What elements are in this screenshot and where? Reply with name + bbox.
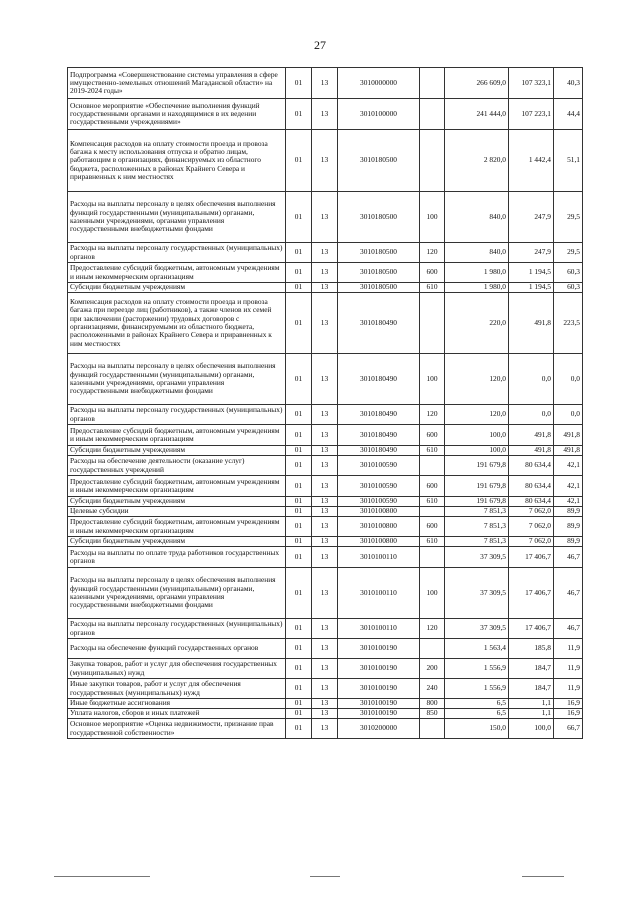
row-name: Расходы на выплаты персоналу государственных (муниципальных) органов [68, 405, 286, 425]
row-executed-amount: 1 442,4 [509, 130, 554, 192]
row-target-article-code: 3010100190 [338, 659, 420, 679]
row-subsection-code: 13 [312, 507, 338, 517]
row-execution-percent: 491,8 [554, 425, 583, 446]
row-executed-amount: 185,8 [509, 639, 554, 659]
row-target-article-code: 3010100190 [338, 639, 420, 659]
row-subsection-code: 13 [312, 354, 338, 405]
row-expense-type-code: 120 [420, 619, 445, 639]
row-expense-type-code [420, 639, 445, 659]
page-number: 27 [314, 38, 326, 52]
table-row [68, 68, 583, 99]
row-execution-percent: 16,9 [554, 709, 583, 719]
row-name: Субсидии бюджетным учреждениям [68, 497, 286, 507]
row-expense-type-code: 850 [420, 709, 445, 719]
row-execution-percent: 89,9 [554, 517, 583, 537]
row-planned-amount: 241 444,0 [445, 99, 509, 130]
row-section-code: 01 [286, 476, 312, 497]
row-planned-amount: 1 563,4 [445, 639, 509, 659]
row-execution-percent: 42,1 [554, 497, 583, 507]
row-expense-type-code [420, 719, 445, 739]
budget-table-body [68, 68, 583, 739]
row-section-code: 01 [286, 619, 312, 639]
row-name: Расходы на выплаты персоналу в целях обеспечения выполнения функций государственными (муниципальными) органами, казенными учреждениями, органами управления государственными внебюджетными фондами [68, 192, 286, 243]
row-name: Компенсация расходов на оплату стоимости проезда и провоза багажа при переезде лиц (работников), а также членов их семей при заключении (расторжении) трудовых договоров с организациями, финансируемыми из областного бюджета, расположенными в районах Крайнего Севера и приравненных к ним местностях [68, 293, 286, 354]
row-expense-type-code: 610 [420, 446, 445, 456]
row-subsection-code: 13 [312, 68, 338, 99]
row-expense-type-code [420, 507, 445, 517]
row-name: Субсидии бюджетным учреждениям [68, 283, 286, 293]
table-row [68, 476, 583, 497]
table-row [68, 507, 583, 517]
row-name: Уплата налогов, сборов и иных платежей [68, 709, 286, 719]
table-row [68, 130, 583, 192]
row-executed-amount: 491,8 [509, 425, 554, 446]
row-execution-percent: 89,9 [554, 537, 583, 547]
table-row [68, 699, 583, 709]
row-planned-amount: 840,0 [445, 192, 509, 243]
row-target-article-code: 3010180500 [338, 192, 420, 243]
row-target-article-code: 3010100800 [338, 507, 420, 517]
footer-divider-right [522, 876, 564, 877]
row-execution-percent: 60,3 [554, 283, 583, 293]
row-subsection-code: 13 [312, 263, 338, 283]
table-row [68, 719, 583, 739]
row-subsection-code: 13 [312, 99, 338, 130]
row-name: Целевые субсидии [68, 507, 286, 517]
row-executed-amount: 0,0 [509, 354, 554, 405]
row-execution-percent: 89,9 [554, 507, 583, 517]
table-row [68, 659, 583, 679]
row-subsection-code: 13 [312, 719, 338, 739]
row-planned-amount: 150,0 [445, 719, 509, 739]
row-target-article-code: 3010100190 [338, 709, 420, 719]
row-executed-amount: 17 406,7 [509, 547, 554, 568]
row-target-article-code: 3010180490 [338, 446, 420, 456]
row-execution-percent: 40,3 [554, 68, 583, 99]
row-target-article-code: 3010180490 [338, 425, 420, 446]
row-expense-type-code [420, 293, 445, 354]
row-planned-amount: 2 820,0 [445, 130, 509, 192]
row-executed-amount: 491,8 [509, 293, 554, 354]
row-section-code: 01 [286, 293, 312, 354]
row-executed-amount: 80 634,4 [509, 456, 554, 476]
row-section-code: 01 [286, 537, 312, 547]
row-section-code: 01 [286, 425, 312, 446]
row-subsection-code: 13 [312, 659, 338, 679]
row-executed-amount: 7 062,0 [509, 507, 554, 517]
row-target-article-code: 3010180500 [338, 243, 420, 263]
row-section-code: 01 [286, 497, 312, 507]
row-section-code: 01 [286, 283, 312, 293]
row-executed-amount: 1,1 [509, 699, 554, 709]
row-target-article-code: 3010180500 [338, 263, 420, 283]
row-subsection-code: 13 [312, 405, 338, 425]
table-row [68, 243, 583, 263]
row-subsection-code: 13 [312, 283, 338, 293]
row-expense-type-code: 610 [420, 537, 445, 547]
row-name: Иные бюджетные ассигнования [68, 699, 286, 709]
row-planned-amount: 1 556,9 [445, 659, 509, 679]
table-row [68, 517, 583, 537]
row-execution-percent: 46,7 [554, 619, 583, 639]
row-executed-amount: 491,8 [509, 446, 554, 456]
table-row [68, 679, 583, 699]
row-name: Расходы на обеспечение деятельности (оказание услуг) государственных учреждений [68, 456, 286, 476]
row-target-article-code: 3010180490 [338, 354, 420, 405]
table-row [68, 547, 583, 568]
row-expense-type-code: 610 [420, 283, 445, 293]
row-section-code: 01 [286, 192, 312, 243]
row-execution-percent: 42,1 [554, 456, 583, 476]
row-expense-type-code: 100 [420, 354, 445, 405]
row-expense-type-code: 120 [420, 405, 445, 425]
row-executed-amount: 107 223,1 [509, 99, 554, 130]
table-row [68, 446, 583, 456]
table-row [68, 425, 583, 446]
row-name: Расходы на выплаты персоналу государственных (муниципальных) органов [68, 619, 286, 639]
row-execution-percent: 51,1 [554, 130, 583, 192]
row-section-code: 01 [286, 446, 312, 456]
row-executed-amount: 80 634,4 [509, 476, 554, 497]
row-name: Подпрограмма «Совершенствование системы управления в сфере имущественно-земельных отношений Магаданской области» на 2019-2024 годы» [68, 68, 286, 99]
row-executed-amount: 1 194,5 [509, 263, 554, 283]
row-expense-type-code [420, 99, 445, 130]
row-executed-amount: 247,9 [509, 243, 554, 263]
row-target-article-code: 3010180490 [338, 405, 420, 425]
row-name: Расходы на выплаты персоналу государственных (муниципальных) органов [68, 243, 286, 263]
row-section-code: 01 [286, 547, 312, 568]
row-planned-amount: 120,0 [445, 405, 509, 425]
row-section-code: 01 [286, 568, 312, 619]
row-subsection-code: 13 [312, 709, 338, 719]
table-row [68, 354, 583, 405]
row-planned-amount: 100,0 [445, 446, 509, 456]
row-planned-amount: 1 980,0 [445, 283, 509, 293]
row-section-code: 01 [286, 719, 312, 739]
row-name: Субсидии бюджетным учреждениям [68, 537, 286, 547]
row-expense-type-code: 600 [420, 263, 445, 283]
row-target-article-code: 3010100800 [338, 537, 420, 547]
row-planned-amount: 6,5 [445, 699, 509, 709]
row-execution-percent: 16,9 [554, 699, 583, 709]
row-name: Предоставление субсидий бюджетным, автономным учреждениям и иным некоммерческим организациям [68, 263, 286, 283]
row-subsection-code: 13 [312, 679, 338, 699]
row-executed-amount: 80 634,4 [509, 497, 554, 507]
row-executed-amount: 7 062,0 [509, 517, 554, 537]
table-row [68, 709, 583, 719]
row-execution-percent: 44,4 [554, 99, 583, 130]
row-expense-type-code [420, 68, 445, 99]
row-expense-type-code: 100 [420, 192, 445, 243]
row-name: Расходы на выплаты персоналу в целях обеспечения выполнения функций государственными (муниципальными) органами, казенными учреждениями, органами управления государственными внебюджетными фондами [68, 354, 286, 405]
row-execution-percent: 0,0 [554, 405, 583, 425]
row-name: Основное мероприятие «Оценка недвижимости, признание прав государственной собственности» [68, 719, 286, 739]
row-execution-percent: 29,5 [554, 243, 583, 263]
row-section-code: 01 [286, 517, 312, 537]
row-target-article-code: 3010100110 [338, 619, 420, 639]
row-name: Основное мероприятие «Обеспечение выполнения функций государственными органами и находящимися в их ведении государственными учреждениями» [68, 99, 286, 130]
row-target-article-code: 3010100000 [338, 99, 420, 130]
row-execution-percent: 11,9 [554, 679, 583, 699]
row-name: Субсидии бюджетным учреждениям [68, 446, 286, 456]
row-subsection-code: 13 [312, 537, 338, 547]
row-expense-type-code: 120 [420, 243, 445, 263]
table-row [68, 456, 583, 476]
row-execution-percent: 491,8 [554, 446, 583, 456]
row-subsection-code: 13 [312, 456, 338, 476]
table-row [68, 405, 583, 425]
row-section-code: 01 [286, 639, 312, 659]
row-planned-amount: 7 851,3 [445, 517, 509, 537]
row-name: Закупка товаров, работ и услуг для обеспечения государственных (муниципальных) нужд [68, 659, 286, 679]
table-row [68, 639, 583, 659]
row-executed-amount: 17 406,7 [509, 619, 554, 639]
row-section-code: 01 [286, 405, 312, 425]
row-target-article-code: 3010180490 [338, 293, 420, 354]
row-expense-type-code: 800 [420, 699, 445, 709]
table-row [68, 192, 583, 243]
row-section-code: 01 [286, 354, 312, 405]
row-execution-percent: 0,0 [554, 354, 583, 405]
row-executed-amount: 1 194,5 [509, 283, 554, 293]
row-subsection-code: 13 [312, 568, 338, 619]
row-execution-percent: 46,7 [554, 547, 583, 568]
table-row [68, 497, 583, 507]
row-planned-amount: 191 679,8 [445, 476, 509, 497]
row-name: Предоставление субсидий бюджетным, автономным учреждениям и иным некоммерческим организациям [68, 425, 286, 446]
row-name: Расходы на обеспечение функций государственных органов [68, 639, 286, 659]
row-section-code: 01 [286, 699, 312, 709]
row-execution-percent: 29,5 [554, 192, 583, 243]
row-executed-amount: 107 323,1 [509, 68, 554, 99]
row-planned-amount: 37 309,5 [445, 619, 509, 639]
row-execution-percent: 66,7 [554, 719, 583, 739]
row-executed-amount: 247,9 [509, 192, 554, 243]
row-execution-percent: 11,9 [554, 639, 583, 659]
row-planned-amount: 191 679,8 [445, 497, 509, 507]
row-subsection-code: 13 [312, 619, 338, 639]
row-subsection-code: 13 [312, 192, 338, 243]
row-expense-type-code: 200 [420, 659, 445, 679]
row-executed-amount: 17 406,7 [509, 568, 554, 619]
row-expense-type-code: 600 [420, 476, 445, 497]
row-name: Компенсация расходов на оплату стоимости проезда и провоза багажа к месту использования отпуска и обратно лицам, работающим в организациях, финансируемых из областного бюджета, расположенных в районах Крайнего Севера и приравненных к ним местностях [68, 130, 286, 192]
table-row [68, 293, 583, 354]
row-expense-type-code: 100 [420, 568, 445, 619]
row-execution-percent: 223,5 [554, 293, 583, 354]
row-planned-amount: 120,0 [445, 354, 509, 405]
row-planned-amount: 7 851,3 [445, 537, 509, 547]
row-expense-type-code [420, 456, 445, 476]
footer-divider-left [54, 876, 150, 877]
table-row [68, 263, 583, 283]
row-executed-amount: 184,7 [509, 679, 554, 699]
row-target-article-code: 3010100590 [338, 497, 420, 507]
row-subsection-code: 13 [312, 497, 338, 507]
row-target-article-code: 3010100190 [338, 679, 420, 699]
row-subsection-code: 13 [312, 699, 338, 709]
row-name: Расходы на выплаты персоналу в целях обеспечения выполнения функций государственными (муниципальными) органами, казенными учреждениями, органами управления государственными внебюджетными фондами [68, 568, 286, 619]
row-target-article-code: 3010180500 [338, 283, 420, 293]
row-planned-amount: 100,0 [445, 425, 509, 446]
row-section-code: 01 [286, 709, 312, 719]
row-subsection-code: 13 [312, 243, 338, 263]
row-section-code: 01 [286, 456, 312, 476]
row-expense-type-code: 600 [420, 517, 445, 537]
row-subsection-code: 13 [312, 476, 338, 497]
row-section-code: 01 [286, 99, 312, 130]
row-target-article-code: 3010100190 [338, 699, 420, 709]
row-target-article-code: 3010100590 [338, 476, 420, 497]
row-expense-type-code [420, 547, 445, 568]
row-name: Предоставление субсидий бюджетным, автономным учреждениям и иным некоммерческим организациям [68, 517, 286, 537]
row-planned-amount: 266 609,0 [445, 68, 509, 99]
row-section-code: 01 [286, 263, 312, 283]
row-planned-amount: 220,0 [445, 293, 509, 354]
row-section-code: 01 [286, 659, 312, 679]
row-executed-amount: 0,0 [509, 405, 554, 425]
budget-table [67, 67, 583, 739]
row-subsection-code: 13 [312, 547, 338, 568]
row-execution-percent: 46,7 [554, 568, 583, 619]
row-planned-amount: 6,5 [445, 709, 509, 719]
row-executed-amount: 1,1 [509, 709, 554, 719]
row-planned-amount: 191 679,8 [445, 456, 509, 476]
table-row [68, 568, 583, 619]
row-planned-amount: 840,0 [445, 243, 509, 263]
row-section-code: 01 [286, 679, 312, 699]
footer-divider-center [310, 876, 340, 877]
table-row [68, 283, 583, 293]
row-subsection-code: 13 [312, 517, 338, 537]
row-planned-amount: 37 309,5 [445, 547, 509, 568]
row-target-article-code: 3010100590 [338, 456, 420, 476]
row-name: Предоставление субсидий бюджетным, автономным учреждениям и иным некоммерческим организациям [68, 476, 286, 497]
row-planned-amount: 1 556,9 [445, 679, 509, 699]
row-subsection-code: 13 [312, 425, 338, 446]
row-executed-amount: 7 062,0 [509, 537, 554, 547]
row-execution-percent: 11,9 [554, 659, 583, 679]
row-planned-amount: 1 980,0 [445, 263, 509, 283]
row-target-article-code: 3010200000 [338, 719, 420, 739]
row-executed-amount: 100,0 [509, 719, 554, 739]
row-subsection-code: 13 [312, 639, 338, 659]
row-execution-percent: 42,1 [554, 476, 583, 497]
row-target-article-code: 3010100110 [338, 568, 420, 619]
row-target-article-code: 3010180500 [338, 130, 420, 192]
row-executed-amount: 184,7 [509, 659, 554, 679]
row-expense-type-code: 240 [420, 679, 445, 699]
row-target-article-code: 3010000000 [338, 68, 420, 99]
row-planned-amount: 7 851,3 [445, 507, 509, 517]
row-section-code: 01 [286, 507, 312, 517]
table-row [68, 99, 583, 130]
row-planned-amount: 37 309,5 [445, 568, 509, 619]
row-target-article-code: 3010100800 [338, 517, 420, 537]
row-section-code: 01 [286, 68, 312, 99]
row-expense-type-code [420, 130, 445, 192]
row-name: Иные закупки товаров, работ и услуг для обеспечения государственных (муниципальных) нужд [68, 679, 286, 699]
row-subsection-code: 13 [312, 446, 338, 456]
row-expense-type-code: 600 [420, 425, 445, 446]
row-target-article-code: 3010100110 [338, 547, 420, 568]
row-execution-percent: 60,3 [554, 263, 583, 283]
row-section-code: 01 [286, 243, 312, 263]
row-section-code: 01 [286, 130, 312, 192]
row-subsection-code: 13 [312, 293, 338, 354]
row-subsection-code: 13 [312, 130, 338, 192]
table-row [68, 537, 583, 547]
table-row [68, 619, 583, 639]
row-name: Расходы на выплаты по оплате труда работников государственных органов [68, 547, 286, 568]
row-expense-type-code: 610 [420, 497, 445, 507]
